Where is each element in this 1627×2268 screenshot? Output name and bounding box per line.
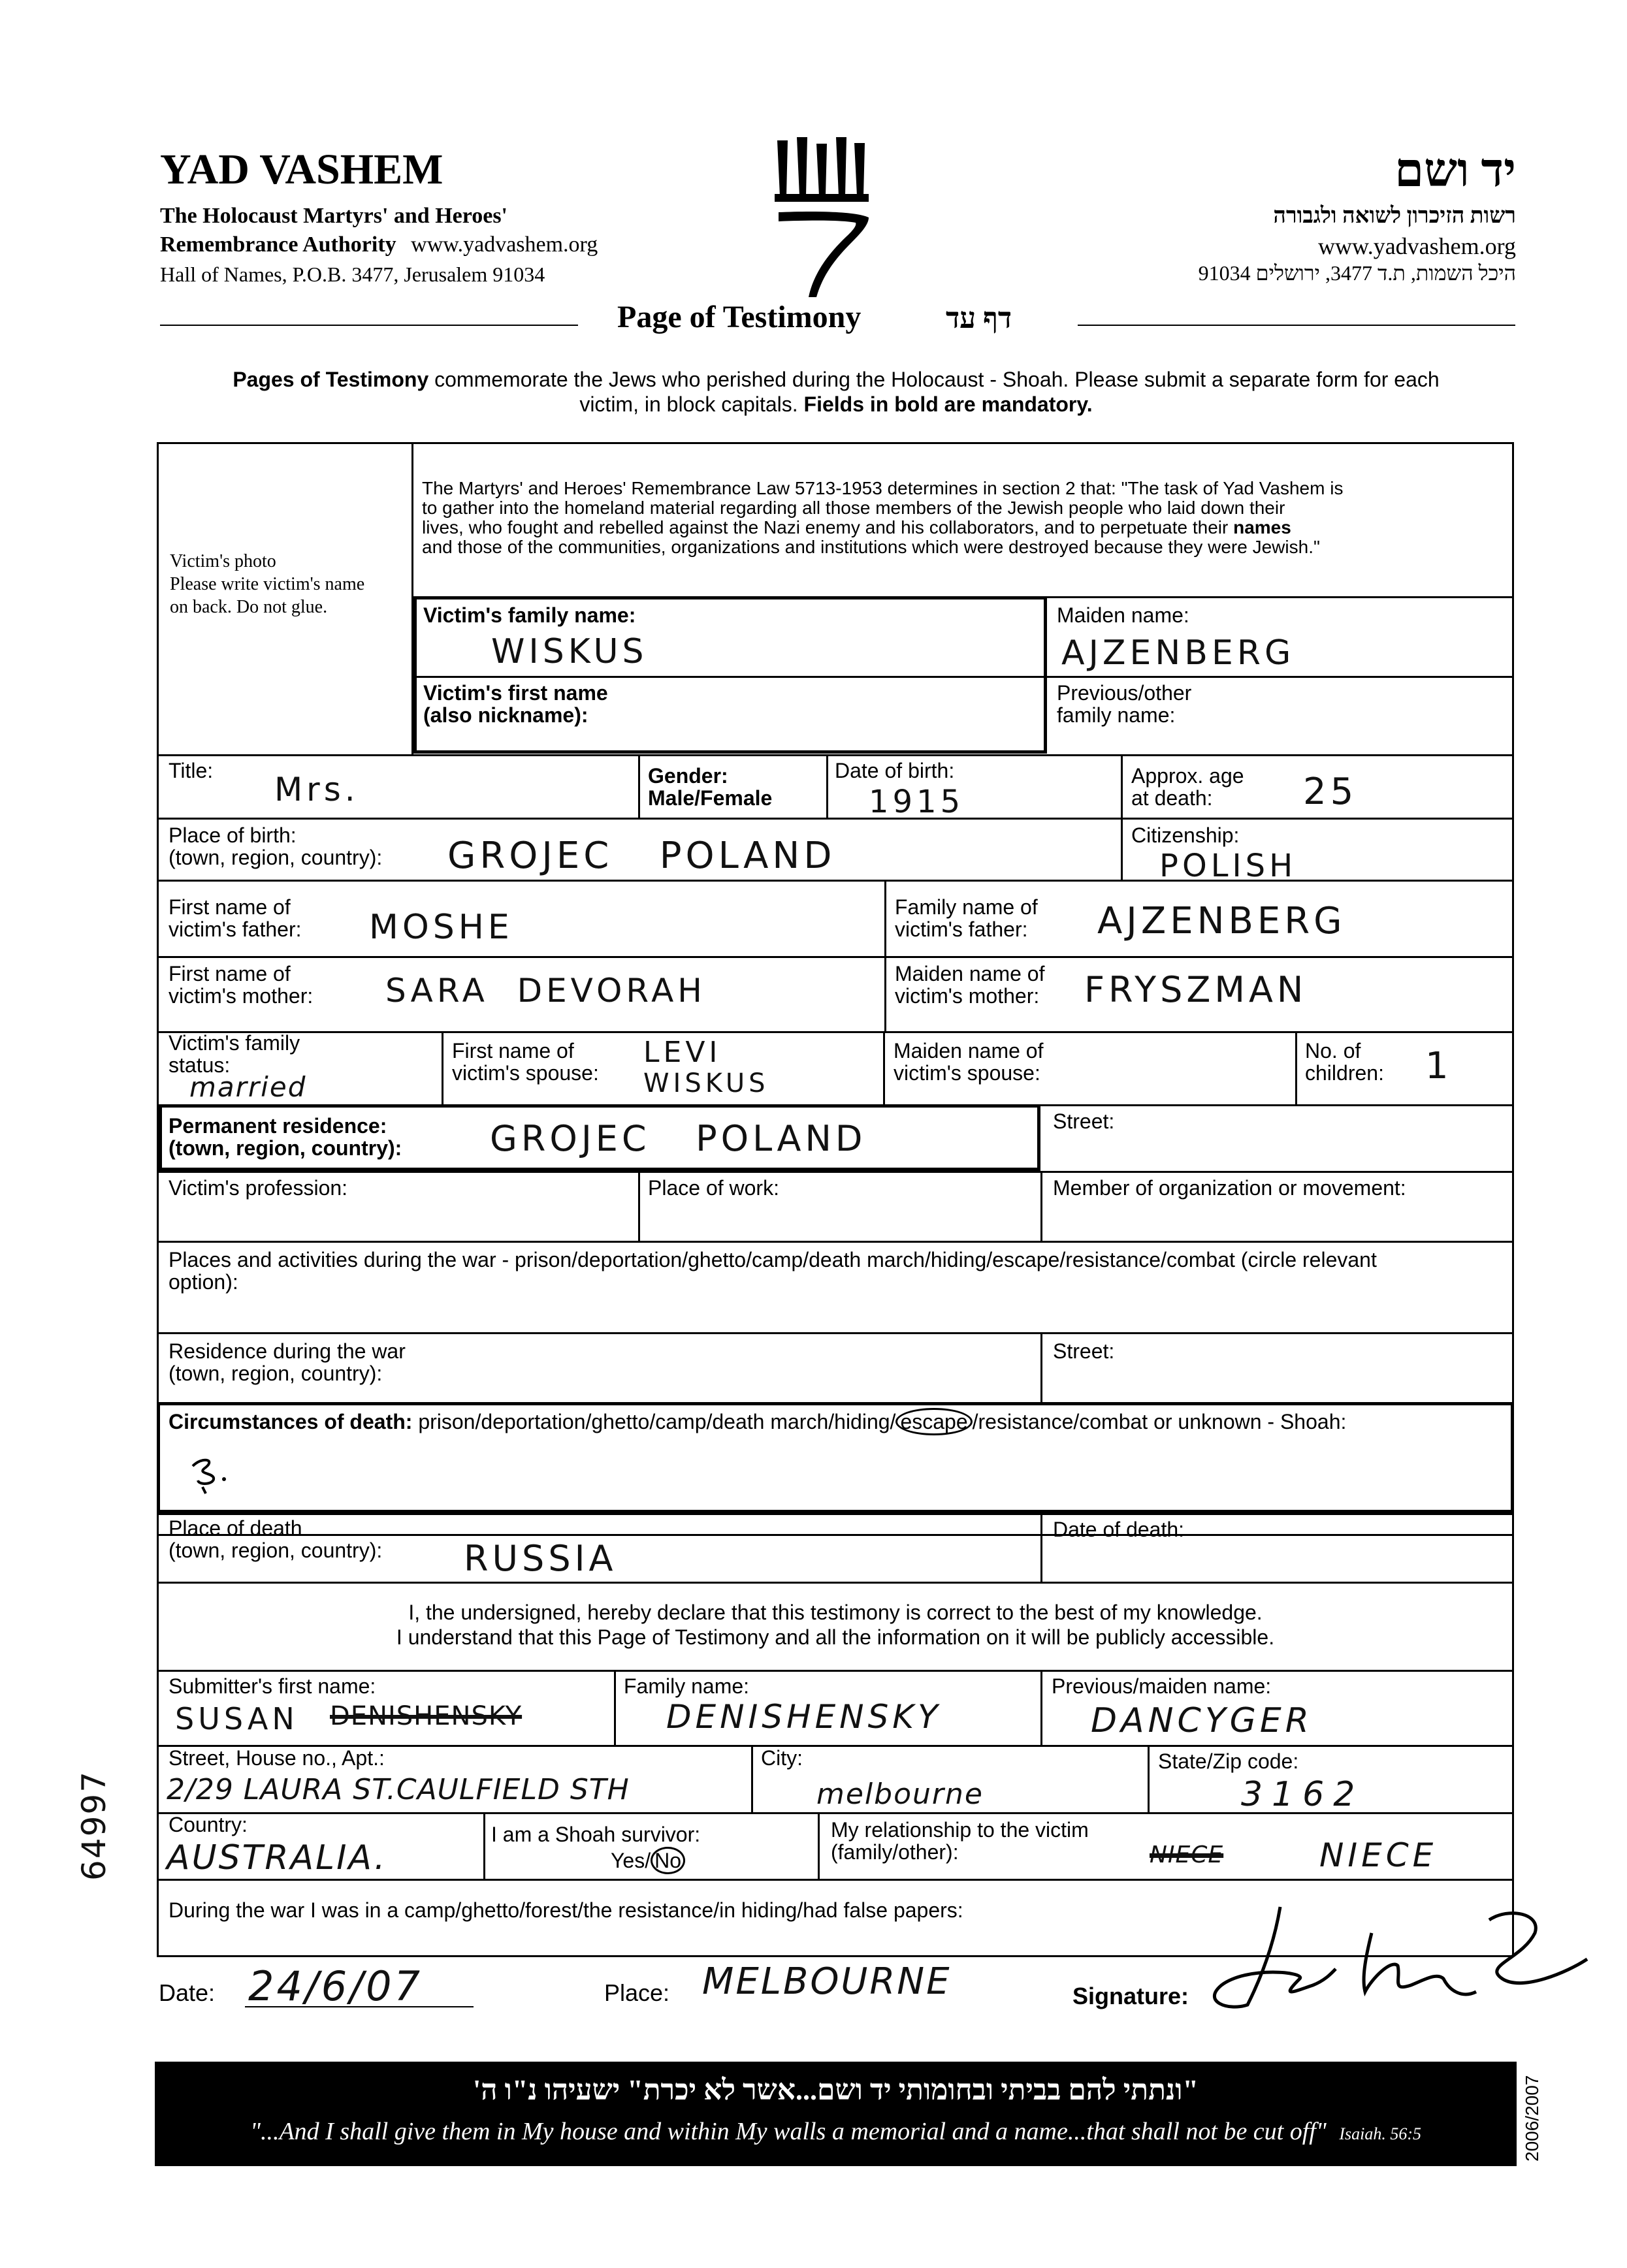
relation-label-1: My relationship to the victim bbox=[831, 1818, 1089, 1842]
title-value[interactable]: Mrs. bbox=[274, 771, 359, 808]
age-label bbox=[1131, 765, 1244, 809]
sub-prev-value[interactable]: DANCYGER bbox=[1091, 1701, 1313, 1740]
row-country-div2 bbox=[818, 1812, 820, 1879]
signature-scribble-icon bbox=[1202, 1894, 1594, 2031]
photo-instructions bbox=[170, 550, 364, 618]
places-label-2: option): bbox=[169, 1270, 238, 1294]
children-label bbox=[1305, 1040, 1384, 1084]
spouse-first-value-2[interactable]: WISKUS bbox=[643, 1068, 769, 1098]
sub-country-label: Country: bbox=[169, 1813, 248, 1836]
spouse-first-value-1[interactable]: LEVI bbox=[643, 1036, 722, 1069]
org-address: Hall of Names, P.O.B. 3477, Jerusalem 91034 bbox=[160, 263, 545, 286]
mother-maiden-label-2: victim's mother: bbox=[895, 984, 1040, 1008]
sub-first-value[interactable]: SUSAN bbox=[175, 1701, 298, 1736]
org-line-2-bold: Remembrance Authority bbox=[160, 232, 396, 257]
profession-label: Victim's profession: bbox=[169, 1176, 348, 1200]
maiden-name-label: Maiden name: bbox=[1057, 603, 1189, 627]
age-value[interactable]: 25 bbox=[1303, 771, 1358, 813]
place-value[interactable]: MELBOURNE bbox=[702, 1960, 952, 2003]
mother-maiden-value[interactable]: FRYSZMAN bbox=[1084, 969, 1308, 1010]
pob-label-2: (town, region, country): bbox=[169, 846, 383, 869]
photo-line-3: on back. Do not glue. bbox=[170, 597, 328, 617]
relation-label-2: (family/other): bbox=[831, 1840, 959, 1864]
row-street-div1 bbox=[751, 1745, 753, 1812]
perm-res-value[interactable]: GROJEC POLAND bbox=[490, 1118, 867, 1159]
row-mother-top bbox=[157, 956, 1514, 958]
dob-value[interactable]: 1915 bbox=[869, 784, 965, 820]
row-title-div3 bbox=[1121, 754, 1123, 880]
law-text bbox=[422, 479, 1343, 557]
maiden-name-value[interactable]: AJZENBERG bbox=[1061, 633, 1295, 673]
row-declare-top bbox=[157, 1582, 1514, 1584]
mother-maiden-label-1: Maiden name of bbox=[895, 962, 1045, 985]
res-war-label-1: Residence during the war bbox=[169, 1339, 406, 1363]
side-number: 64997 bbox=[75, 1770, 113, 1881]
circumstances-label bbox=[169, 1411, 1346, 1433]
during-war-label: During the war I was in a camp/ghetto/forest/the resistance/in hiding/had false papers: bbox=[169, 1898, 963, 1922]
place-label: Place: bbox=[604, 1979, 670, 2006]
row-pob-top bbox=[157, 818, 1514, 820]
pod-label bbox=[169, 1517, 382, 1561]
family-status-label-2: status: bbox=[169, 1053, 231, 1077]
spouse-first-label bbox=[452, 1040, 599, 1084]
first-name-label-2: (also nickname): bbox=[423, 703, 588, 727]
row-father-div bbox=[884, 880, 886, 1031]
res-war-label bbox=[169, 1340, 406, 1384]
row-prof-top bbox=[157, 1171, 1514, 1173]
dod-label: Date of death: bbox=[1053, 1518, 1185, 1541]
gender-label-2: Male/Female bbox=[648, 786, 773, 810]
row-prof-div2 bbox=[1040, 1171, 1042, 1241]
yad-vashem-logo-icon bbox=[771, 134, 882, 300]
he-url: www.yadvashem.org bbox=[1318, 233, 1516, 259]
spouse-maiden-label-2: victim's spouse: bbox=[894, 1061, 1040, 1085]
family-status-value[interactable]: married bbox=[189, 1071, 307, 1103]
law-line-1: The Martyrs' and Heroes' Remembrance Law 5713-1953 determines in section 2 that: "The task of Yad Vashem is bbox=[422, 478, 1344, 498]
he-address: היכל השמות, ת.ד 3477, ירושלים 91034 bbox=[1198, 261, 1516, 285]
form-title-he: דף עד bbox=[946, 302, 1012, 334]
street2-label: Street: bbox=[1053, 1339, 1115, 1363]
footer-quote-ref: Isaiah. 56:5 bbox=[1339, 2124, 1421, 2143]
intro-text bbox=[157, 367, 1515, 417]
row-reswar-top bbox=[157, 1332, 1514, 1334]
perm-res-label-2: (town, region, country): bbox=[169, 1136, 402, 1160]
intro-text-2: victim, in block capitals. bbox=[579, 392, 804, 416]
sub-family-label: Family name: bbox=[624, 1674, 750, 1698]
pod-label-2: (town, region, country): bbox=[169, 1539, 383, 1562]
date-underline bbox=[245, 2006, 474, 2007]
row-status-div1 bbox=[442, 1031, 443, 1104]
sub-city-value[interactable]: melbourne bbox=[816, 1778, 984, 1811]
children-label-2: children: bbox=[1305, 1061, 1384, 1085]
row-during-top bbox=[157, 1879, 1514, 1881]
prev-family-label bbox=[1057, 682, 1191, 726]
intro-bold: Pages of Testimony bbox=[233, 368, 429, 391]
row-sub-div1 bbox=[614, 1670, 616, 1745]
children-label-1: No. of bbox=[1305, 1039, 1361, 1062]
signature-label: Signature: bbox=[1072, 1983, 1189, 2009]
father-family-label bbox=[895, 896, 1038, 940]
perm-res-label bbox=[169, 1115, 402, 1159]
mother-first-label-2: victim's mother: bbox=[169, 984, 314, 1008]
name-mid-line bbox=[411, 676, 1514, 678]
he-line-1: רשות הזיכרון לשואה ולגבורה bbox=[1273, 204, 1516, 228]
citizenship-value[interactable]: POLISH bbox=[1159, 848, 1297, 884]
row-country-top bbox=[157, 1812, 1514, 1814]
declaration-line-2: I understand that this Page of Testimony and all the information on it will be publicly accessible. bbox=[396, 1625, 1275, 1649]
mother-first-label bbox=[169, 963, 313, 1007]
row-sub-top bbox=[157, 1670, 1514, 1672]
father-family-label-1: Family name of bbox=[895, 895, 1038, 919]
relation-struck: NIECE bbox=[1150, 1842, 1224, 1868]
law-line-4: and those of the communities, organizations and institutions which were destroyed because they were Jewish." bbox=[422, 537, 1320, 557]
row-pod-div bbox=[1040, 1513, 1042, 1582]
footer-quote-en bbox=[155, 2117, 1517, 2146]
circ-text-a: prison/deportation/ghetto/camp/death march/hiding/ bbox=[412, 1410, 896, 1433]
member-org-label: Member of organization or movement: bbox=[1053, 1176, 1406, 1200]
circ-text-b: /resistance/combat or unknown - Shoah: bbox=[972, 1410, 1347, 1433]
sub-first-struck: DENISHENSKY bbox=[330, 1701, 523, 1731]
law-line-3 bbox=[422, 518, 1343, 537]
prev-family-label-2: family name: bbox=[1057, 703, 1176, 727]
row-country-div1 bbox=[483, 1812, 485, 1879]
row-title-div1 bbox=[638, 754, 640, 818]
circ-escape-circled[interactable]: escape bbox=[895, 1408, 972, 1435]
sub-country-value[interactable]: AUSTRALIA. bbox=[167, 1838, 387, 1877]
org-line-2 bbox=[160, 232, 598, 257]
sub-prev-label: Previous/maiden name: bbox=[1052, 1674, 1272, 1698]
declaration-line-1: I, the undersigned, hereby declare that this testimony is correct to the best of my knowledge. bbox=[408, 1601, 1263, 1624]
sub-zip-value[interactable]: 3162 bbox=[1241, 1775, 1364, 1814]
law-names: names bbox=[1233, 517, 1291, 537]
photo-line-1: Victim's photo bbox=[170, 551, 276, 571]
spouse-first-label-2: victim's spouse: bbox=[452, 1061, 599, 1085]
father-first-label bbox=[169, 896, 301, 940]
relation-value[interactable]: NIECE bbox=[1319, 1836, 1438, 1874]
age-label-2: at death: bbox=[1131, 786, 1213, 810]
relation-label bbox=[831, 1819, 1089, 1863]
law-line-2: to gather into the homeland material regarding all those members of the Jewish people who laid down their bbox=[422, 498, 1285, 518]
org-name-he: יד ושם bbox=[1394, 144, 1516, 197]
spouse-maiden-label-1: Maiden name of bbox=[894, 1039, 1044, 1062]
row-prof-div1 bbox=[638, 1171, 640, 1241]
citizenship-label: Citizenship: bbox=[1131, 823, 1240, 847]
gender-label bbox=[648, 765, 772, 809]
dob-label: Date of birth: bbox=[835, 759, 955, 782]
spouse-maiden-label bbox=[894, 1040, 1043, 1084]
pob-label bbox=[169, 824, 382, 869]
places-label bbox=[169, 1249, 1377, 1293]
perm-res-label-1: Permanent residence: bbox=[169, 1114, 387, 1138]
row-status-div3 bbox=[1295, 1031, 1297, 1104]
pod-value[interactable]: RUSSIA bbox=[464, 1538, 617, 1579]
mother-first-label-1: First name of bbox=[169, 962, 291, 985]
date-label: Date: bbox=[159, 1979, 216, 2006]
form-code: 2006/2007 bbox=[1522, 2075, 1542, 2162]
yes-no bbox=[611, 1849, 685, 1872]
title-rule-left bbox=[160, 325, 578, 326]
pob-value[interactable]: GROJEC POLAND bbox=[447, 835, 836, 877]
title-label: Title: bbox=[169, 759, 214, 782]
form-title: Page of Testimony bbox=[617, 300, 862, 334]
row-title-div2 bbox=[826, 754, 828, 818]
row-status-div2 bbox=[883, 1031, 885, 1104]
circumstances-scribble-icon bbox=[186, 1453, 232, 1499]
family-name-label: Victim's family name: bbox=[423, 603, 636, 627]
title-rule-right bbox=[1078, 325, 1515, 326]
gender-label-1: Gender: bbox=[648, 764, 728, 788]
circ-bold: Circumstances of death: bbox=[169, 1410, 413, 1433]
row-pod-top bbox=[157, 1513, 1514, 1515]
first-name-label-1: Victim's first name bbox=[423, 681, 608, 705]
footer-quote-en-text: "...And I shall give them in My house and within My walls a memorial and a name...that shall not be cut off" bbox=[250, 2118, 1327, 2145]
res-war-label-2: (town, region, country): bbox=[169, 1362, 383, 1385]
yes-option[interactable]: Yes/ bbox=[611, 1849, 651, 1872]
row-places-top bbox=[157, 1241, 1514, 1243]
footer-quote-he: "ונתתי להם בביתי ובחומותי יד ושם...אשר לא יכרת" ישעיהו נ"ו ה' bbox=[473, 2074, 1199, 2106]
place-of-work-label: Place of work: bbox=[648, 1176, 779, 1200]
father-first-label-2: victim's father: bbox=[169, 918, 302, 941]
father-first-value[interactable]: MOSHE bbox=[369, 908, 513, 947]
places-label-1: Places and activities during the war - prison/deportation/ghetto/camp/death march/hiding/escape/resistance/combat (circle relevant bbox=[169, 1248, 1377, 1271]
father-family-label-2: victim's father: bbox=[895, 918, 1028, 941]
mother-maiden-label bbox=[895, 963, 1044, 1007]
sub-first-label: Submitter's first name: bbox=[169, 1674, 376, 1698]
father-first-label-1: First name of bbox=[169, 895, 291, 919]
no-option-circled[interactable]: No bbox=[651, 1847, 685, 1874]
row-status-top bbox=[157, 1031, 1514, 1033]
age-label-1: Approx. age bbox=[1131, 764, 1244, 788]
org-line-1: The Holocaust Martyrs' and Heroes' bbox=[160, 204, 507, 228]
sub-city-label: City: bbox=[761, 1746, 803, 1770]
date-value[interactable]: 24/6/07 bbox=[248, 1962, 423, 2010]
row-title-top bbox=[157, 754, 1514, 756]
org-name-en: YAD VASHEM bbox=[160, 146, 443, 193]
intro-mandatory: Fields in bold are mandatory. bbox=[803, 392, 1093, 416]
row-reswar-div bbox=[1040, 1332, 1042, 1402]
mother-first-value[interactable]: SARA DEVORAH bbox=[385, 972, 706, 1010]
first-name-label bbox=[423, 682, 608, 726]
street-label: Street: bbox=[1053, 1110, 1115, 1133]
father-family-value[interactable]: AJZENBERG bbox=[1097, 900, 1346, 942]
survivor-label: I am a Shoah survivor: bbox=[491, 1823, 701, 1846]
family-status-label-1: Victim's family bbox=[169, 1031, 300, 1055]
children-value[interactable]: 1 bbox=[1425, 1045, 1453, 1087]
org-url: www.yadvashem.org bbox=[411, 232, 598, 257]
pob-label-1: Place of birth: bbox=[169, 823, 297, 847]
law-line-3a: lives, who fought and rebelled against the Nazi enemy and his collaborators, and to perpetuate their bbox=[422, 517, 1234, 537]
intro-text-1: commemorate the Jews who perished during the Holocaust - Shoah. Please submit a separate form for each bbox=[428, 368, 1440, 391]
row-street-div2 bbox=[1148, 1745, 1150, 1812]
spouse-first-label-1: First name of bbox=[452, 1039, 574, 1062]
row-father-top bbox=[157, 880, 1514, 882]
family-status-label bbox=[169, 1032, 300, 1076]
photo-line-2: Please write victim's name bbox=[170, 574, 365, 594]
pod-label-1: Place of death bbox=[169, 1516, 302, 1540]
declaration-text bbox=[157, 1600, 1514, 1650]
sub-street-value[interactable]: 2/29 LAURA ST.CAULFIELD STH bbox=[167, 1773, 630, 1806]
prev-family-label-1: Previous/other bbox=[1057, 681, 1192, 705]
sub-street-label: Street, House no., Apt.: bbox=[169, 1746, 385, 1770]
family-name-value[interactable]: WISKUS bbox=[491, 632, 648, 671]
sub-state-label: State/Zip code: bbox=[1158, 1749, 1299, 1773]
row-sub-div2 bbox=[1040, 1670, 1042, 1745]
sub-family-value[interactable]: DENISHENSKY bbox=[666, 1698, 942, 1736]
